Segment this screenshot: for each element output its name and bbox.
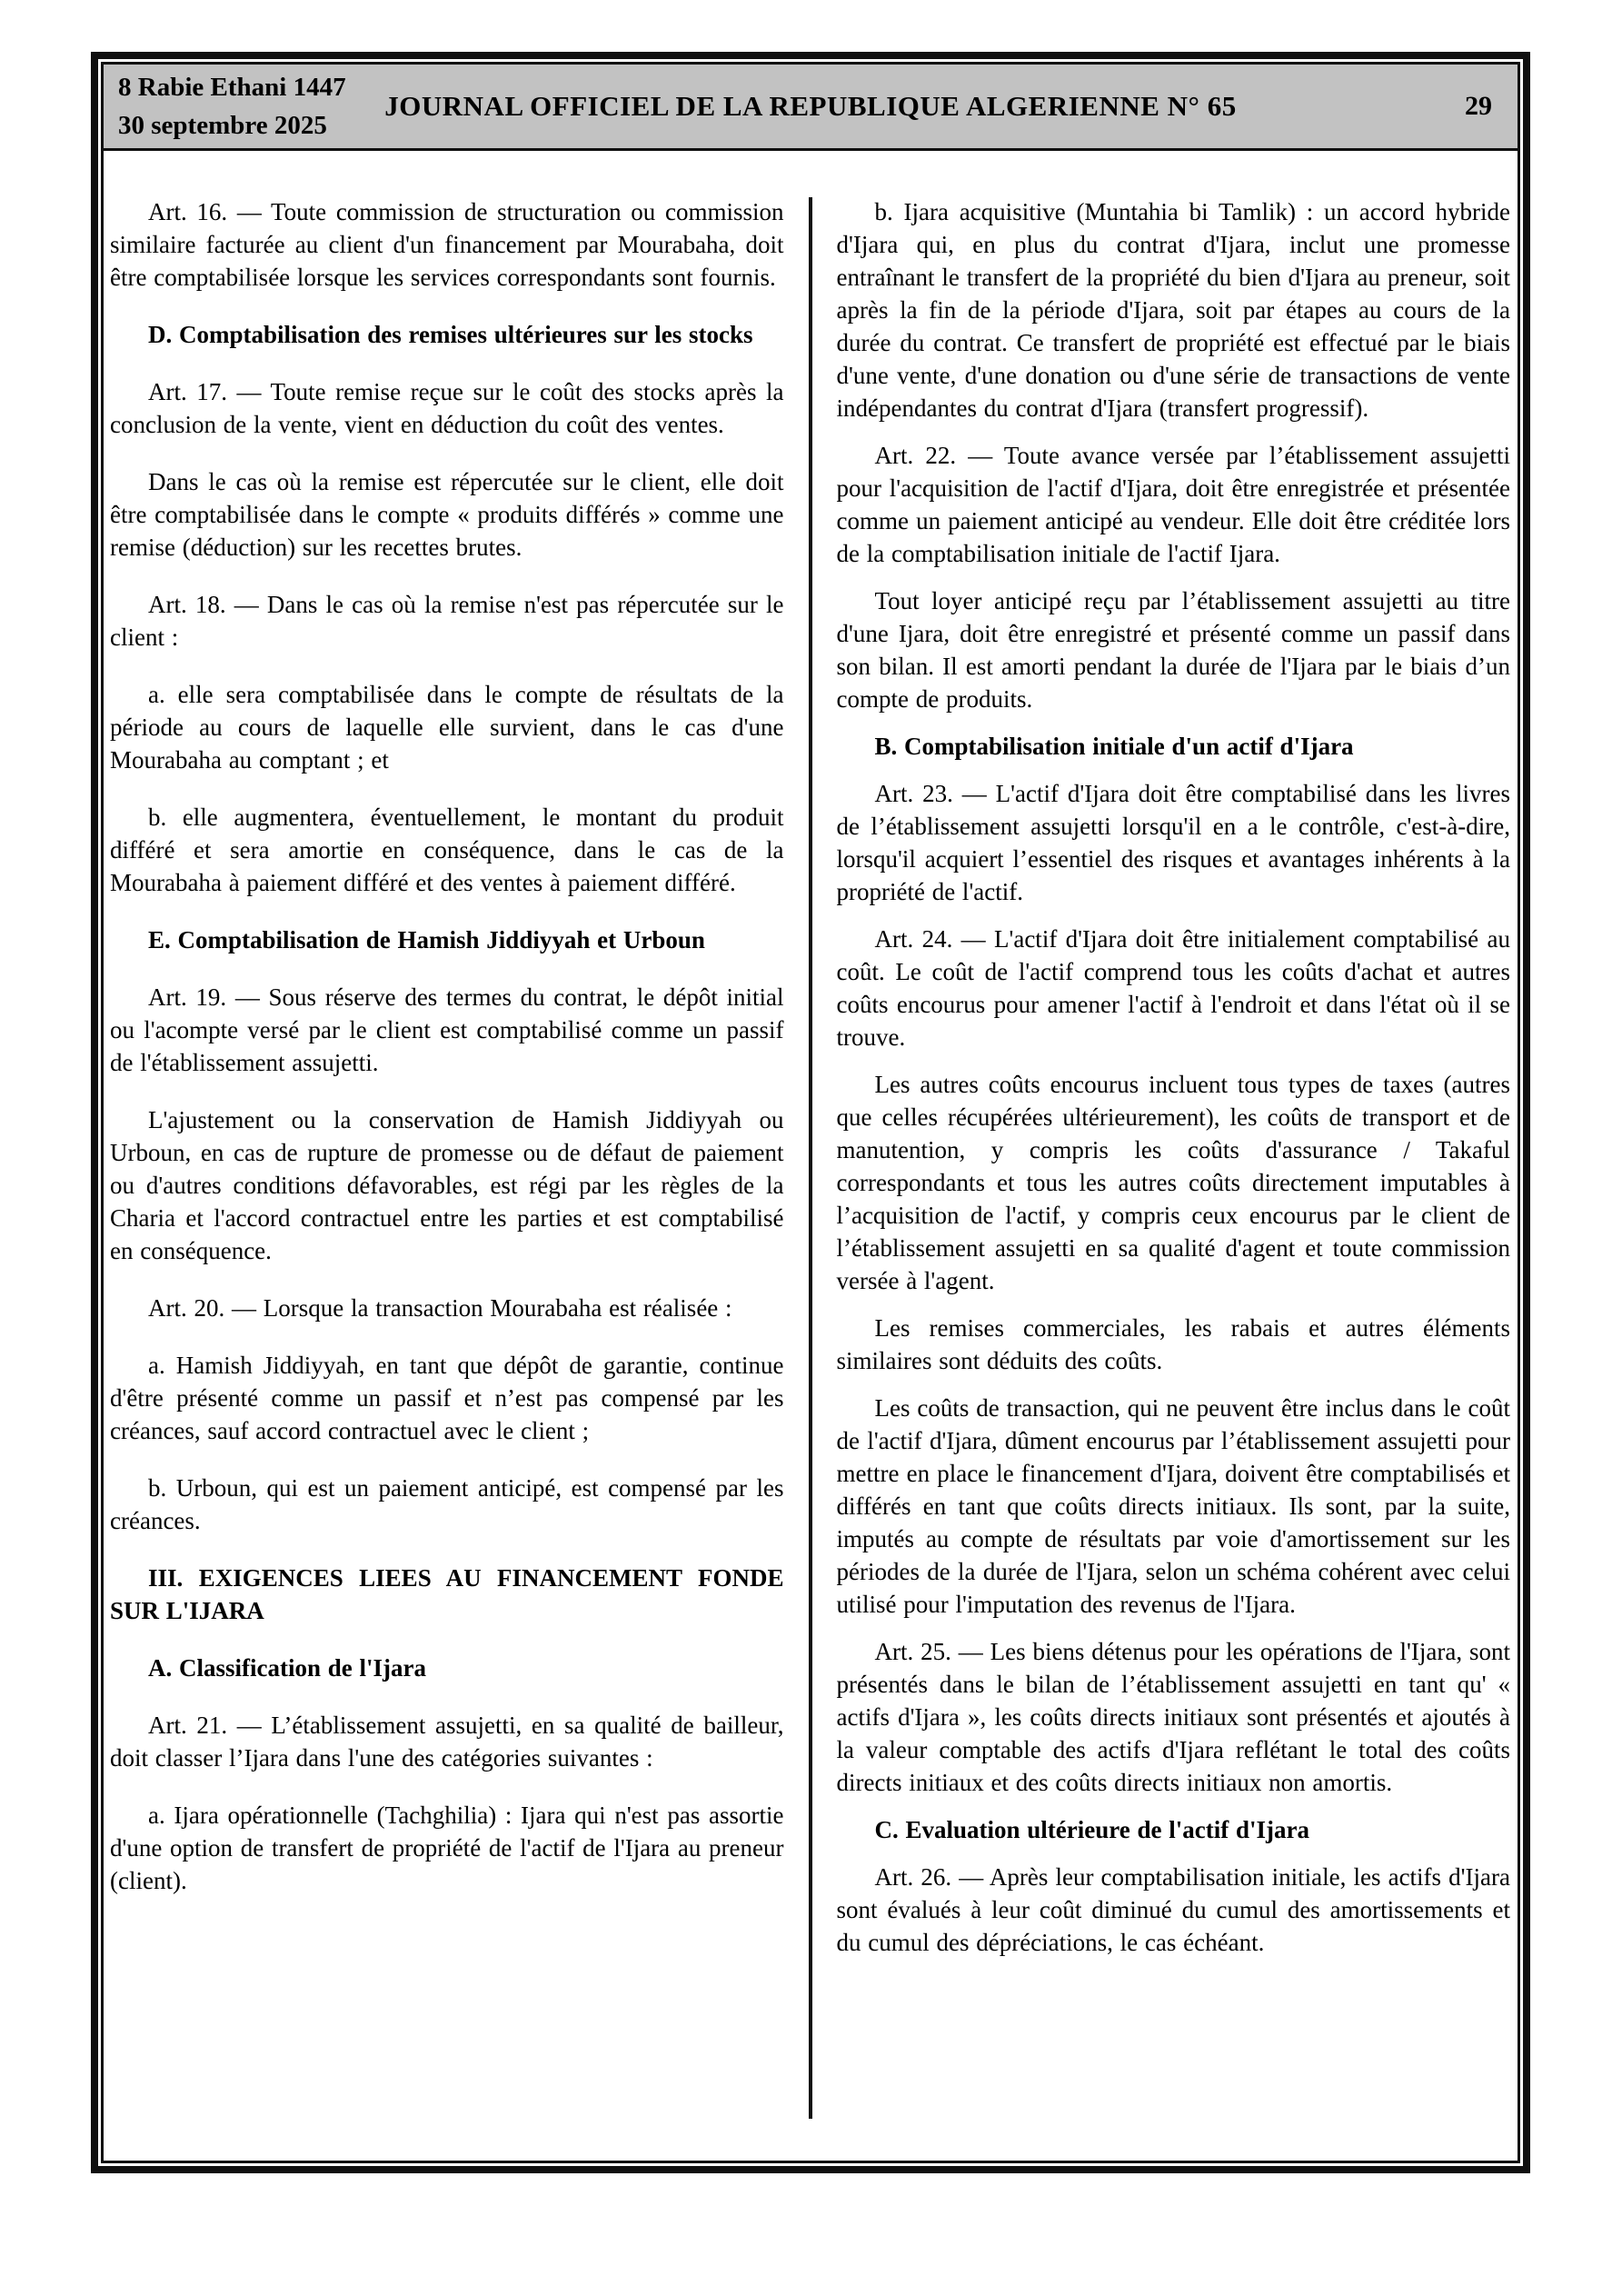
section-heading: C. Evaluation ultérieure de l'actif d'Ijara (874, 1816, 1309, 1843)
header-dates (104, 68, 376, 145)
page-frame (91, 52, 1530, 2173)
header-band (104, 65, 1518, 151)
date-hijri: 8 Rabie Ethani 1447 (118, 73, 346, 102)
body-paragraph: Art. 23. — L'actif d'Ijara doit être comptabilisé dans les livres de l’établissement assujetti lorsqu'il en a le contrôle, c'est-à-dire, lorsqu'il acquiert l’essentiel des risques et avantages inhérents à la propriété de l'actif. (836, 780, 1510, 905)
body-paragraph: Art. 17. — Toute remise reçue sur le coût des stocks après la conclusion de la vente, vient en déduction du coût des ventes. (110, 378, 784, 438)
section-heading: D. Comptabilisation des remises ultérieures sur les stocks (148, 321, 753, 348)
body-paragraph: b. Urboun, qui est un paiement anticipé, est compensé par les créances. (110, 1474, 784, 1534)
body-paragraph: Les coûts de transaction, qui ne peuvent être inclus dans le coût de l'actif d'Ijara, dûment encourus par l’établissement assujetti pour mettre en place le financement d'Ijara, doivent être comptabilisés et différés en tant que coûts directs initiaux. Ils sont, par la suite, imputés au compte de résultats par voie d'amortissement sur les périodes de la durée de l'Ijara, selon un schéma cohérent avec celui utilisé pour l'imputation des revenus de l'Ijara. (836, 1394, 1510, 1618)
body-paragraph: b. elle augmentera, éventuellement, le montant du produit différé et sera amortie en conséquence, dans le cas de la Mourabaha à paiement différé et des ventes à paiement différé. (110, 804, 784, 896)
body-paragraph: Art. 18. — Dans le cas où la remise n'est pas répercutée sur le client : (110, 591, 784, 651)
journal-title: JOURNAL OFFICIEL DE LA REPUBLIQUE ALGERIENNE N° 65 (384, 90, 1237, 122)
date-gregorian: 30 septembre 2025 (118, 111, 327, 140)
body-paragraph: Art. 24. — L'actif d'Ijara doit être initialement comptabilisé au coût. Le coût de l'actif comprend tous les coûts d'achat et autres coûts encourus pour amener l'actif à l'endroit et dans l'état où il se trouve. (836, 925, 1510, 1051)
body-paragraph: Dans le cas où la remise est répercutée sur le client, elle doit être comptabilisée dans le compte « produits différés » comme une remise (déduction) sur les recettes brutes. (110, 468, 784, 561)
body-paragraph: Art. 20. — Lorsque la transaction Mourabaha est réalisée : (148, 1294, 732, 1322)
right-column (837, 195, 1511, 1973)
body-paragraph: Art. 22. — Toute avance versée par l’établissement assujetti pour l'acquisition de l'actif d'Ijara, doit être enregistrée et présentée comme un paiement anticipé au vendeur. Elle doit être créditée lors de la comptabilisation initiale de l'actif Ijara. (836, 442, 1510, 567)
body-paragraph: a. elle sera comptabilisée dans le compte de résultats de la période au cours de laquelle elle survient, dans le cas d'une Mourabaha au comptant ; et (110, 681, 784, 774)
page-frame-inner (101, 62, 1520, 2163)
body-paragraph: Les remises commerciales, les rabais et autres éléments similaires sont déduits des coûts. (836, 1314, 1510, 1374)
page-number: 29 (1465, 91, 1492, 121)
page-content (104, 151, 1518, 1973)
body-paragraph: L'ajustement ou la conservation de Hamish Jiddiyyah ou Urboun, en cas de rupture de promesse ou de défaut de paiement ou d'autres conditions défavorables, est régi par les règles de la Charia et l'accord contractuel entre les parties et est comptabilisé en conséquence. (110, 1106, 784, 1264)
section-heading: A. Classification de l'Ijara (148, 1654, 426, 1682)
body-paragraph: Art. 26. — Après leur comptabilisation initiale, les actifs d'Ijara sont évalués à leur coût diminué du cumul des amortissements et du cumul des dépréciations, le cas échéant. (836, 1863, 1510, 1956)
body-paragraph: a. Ijara opérationnelle (Tachghilia) : Ijara qui n'est pas assortie d'une option de transfert de propriété de l'actif de l'Ijara au preneur (client). (110, 1802, 784, 1894)
left-column (110, 195, 784, 1922)
section-heading: B. Comptabilisation initiale d'un actif d'Ijara (874, 733, 1354, 760)
body-paragraph: Art. 16. — Toute commission de structuration ou commission similaire facturée au client d'un financement par Mourabaha, doit être comptabilisée lorsque les services correspondants sont fournis. (110, 198, 784, 291)
body-paragraph: b. Ijara acquisitive (Muntahia bi Tamlik) : un accord hybride d'Ijara qui, en plus du contrat d'Ijara, inclut une promesse entraînant le transfert de la propriété du bien d'Ijara au preneur, soit après la fin de la période d'Ijara, soit par étapes au cours de la durée du contrat. Ce transfert de propriété est effectué par le biais d'une vente, d'une donation ou d'une série de transactions de vente indépendantes du contrat d'Ijara (transfert progressif). (836, 198, 1510, 422)
body-paragraph: Art. 19. — Sous réserve des termes du contrat, le dépôt initial ou l'acompte versé par le client est comptabilisé comme un passif de l'établissement assujetti. (110, 983, 784, 1076)
body-paragraph: Art. 25. — Les biens détenus pour les opérations de l'Ijara, sont présentés dans le bilan de l’établissement assujetti en tant qu' « actifs d'Ijara », les coûts directs initiaux sont présentés et ajoutés à la valeur comptable des actifs d'Ijara reflétant le total des coûts directs initiaux et des coûts directs initiaux non amortis. (836, 1638, 1510, 1796)
body-paragraph: Les autres coûts encourus incluent tous types de taxes (autres que celles récupérées ultérieurement), les coûts de transport et de manutention, y compris les coûts d'assurance / Takaful correspondants et tous les autres coûts directement imputables à l’acquisition de l'actif, y compris ceux encourus par le client de l’établissement assujetti en sa qualité d'agent et toute commission versée à l'agent. (836, 1071, 1510, 1294)
body-paragraph: a. Hamish Jiddiyyah, en tant que dépôt de garantie, continue d'être présenté comme un passif et n’est pas compensé par les créances, sauf accord contractuel avec le client ; (110, 1352, 784, 1444)
column-separator (784, 195, 837, 1973)
section-heading: E. Comptabilisation de Hamish Jiddiyyah et Urboun (148, 926, 705, 953)
body-paragraph: Tout loyer anticipé reçu par l’établissement assujetti au titre d'une Ijara, doit être enregistré et présenté comme un passif dans son bilan. Il est amorti pendant la durée de l'Ijara par le biais d’un compte de produits. (836, 587, 1510, 713)
section-heading: III. EXIGENCES LIEES AU FINANCEMENT FONDE SUR L'IJARA (110, 1564, 784, 1624)
body-paragraph: Art. 21. — L’établissement assujetti, en sa qualité de bailleur, doit classer l’Ijara dans l'une des catégories suivantes : (110, 1712, 784, 1772)
